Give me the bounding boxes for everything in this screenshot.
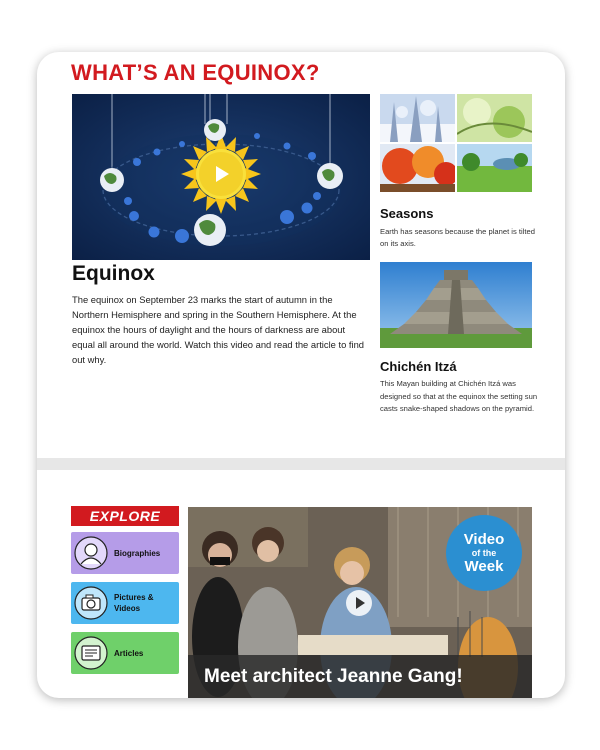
seasons-image[interactable] [380,94,532,192]
video-of-week-thumbnail[interactable] [188,507,532,698]
chichen-itza-description: This Mayan building at Chichén Itzá was designed so that at the equinox the setting sun casts snake-shaped shadows on the pyramid. [380,379,538,413]
video-of-week-badge [446,515,522,591]
section-divider [37,458,565,470]
articles-button[interactable] [71,632,179,674]
summer-image [457,144,532,192]
autumn-image [380,144,455,192]
seasons-description: Earth has seasons because the planet is tilted on its axis. [380,227,535,248]
explore-label: EXPLORE [71,506,179,526]
chichen-itza-image[interactable] [380,262,532,348]
biographies-button[interactable] [71,532,179,574]
video-caption: Meet architect Jeanne Gang! [188,655,532,698]
chichen-itza-heading[interactable]: Chichén Itzá [380,359,457,374]
biographies-label: Biographies [114,548,161,558]
spring-image [457,94,532,142]
badge-line2: of the [471,547,497,558]
equinox-video-thumbnail[interactable] [72,94,370,260]
badge-line3: Week [464,557,504,575]
orbit-illustration [72,94,370,260]
article-icon [74,636,108,670]
pictures-videos-label [114,592,154,614]
content-card [37,52,565,698]
pictures-videos-label-line2: Videos [114,604,141,613]
pictures-videos-label-line1: Pictures & [114,593,154,602]
play-icon[interactable] [346,590,372,616]
seasons-heading[interactable]: Seasons [380,206,434,221]
equinox-description: The equinox on September 23 marks the start of autumn in the Northern Hemisphere and spring in the Southern Hemisphere. At the equinox the hours of daylight and the hours of darkness are about equal all around the world. Watch this video and read the article to find out why. [72,294,365,365]
equinox-heading[interactable]: Equinox [72,262,155,285]
badge-line1: Video [463,530,505,548]
camera-icon [74,586,108,620]
winter-image [380,94,455,142]
articles-label: Articles [114,648,144,658]
pictures-videos-button[interactable] [71,582,179,624]
page-title: WHAT’S AN EQUINOX? [71,60,320,85]
person-icon [74,536,108,570]
